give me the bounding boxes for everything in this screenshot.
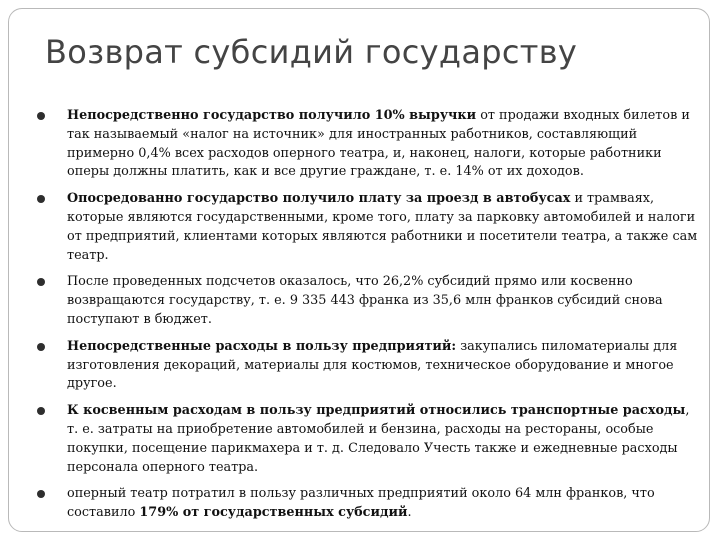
bullet-text: оперный театр потратил в пользу различных предприятий около 64 млн франков, что составило xyxy=(67,486,655,521)
bullet-item xyxy=(31,485,699,523)
bullet-emphasis: Опосредованно государство получило плату за проезд в автобусах xyxy=(67,191,571,207)
bullet-item xyxy=(31,190,699,265)
bullet-dot-icon xyxy=(37,195,45,203)
bullet-text: и трамваях, которые являются государственными, кроме того, плату за парковку автомобилей и налоги от предприятий, клиентами которых являются работники и посетители театра, а также сам театр. xyxy=(67,191,698,263)
bullet-text-end: . xyxy=(407,505,412,521)
bullet-item xyxy=(31,402,699,477)
bullet-item xyxy=(31,338,699,394)
bullet-dot-icon xyxy=(37,490,45,498)
bullet-dot-icon xyxy=(37,407,45,415)
bullet-text: После проведенных подсчетов оказалось, что 26,2% субсидий прямо или косвенно возвращаются государству, т. е. 9 335 443 франка из 35,6 млн франков субсидий снова поступают в бюджет. xyxy=(67,274,663,327)
bullet-list xyxy=(31,107,699,531)
slide-title: Возврат субсидий государству xyxy=(45,33,578,71)
bullet-emphasis: К косвенным расходам в пользу предприятий относились транспортные расходы xyxy=(67,403,686,419)
bullet-dot-icon xyxy=(37,278,45,286)
bullet-dot-icon xyxy=(37,112,45,120)
slide xyxy=(8,8,710,532)
bullet-text: закупались пиломатериалы для изготовления декораций, материалы для костюмов, техническое оборудование и многое другое. xyxy=(67,338,678,392)
bullet-dot-icon xyxy=(37,343,45,351)
bullet-emphasis: Непосредственные расходы в пользу предприятий: xyxy=(67,338,457,354)
bullet-text: , т. е. затраты на приобретение автомобилей и бензина, расходы на рестораны, особые покупки, посещение парикмахера и т. д. Следовало Учесть также и ежедневные расходы персонала оперного театра. xyxy=(67,403,690,475)
bullet-emphasis: Непосредственно государство получило 10% выручки xyxy=(67,108,477,123)
bullet-item xyxy=(31,107,699,182)
bullet-item xyxy=(31,273,699,329)
bullet-text: от продажи входных билетов и так называемый «налог на источник» для иностранных работников, составляющий примерно 0,4% всех расходов оперного театра, и, наконец, налоги, которые работники оперы должны платить, как и все другие граждане, т. е. 14% от их доходов. xyxy=(67,108,690,180)
bullet-emphasis: 179% от государственных субсидий xyxy=(139,505,408,521)
